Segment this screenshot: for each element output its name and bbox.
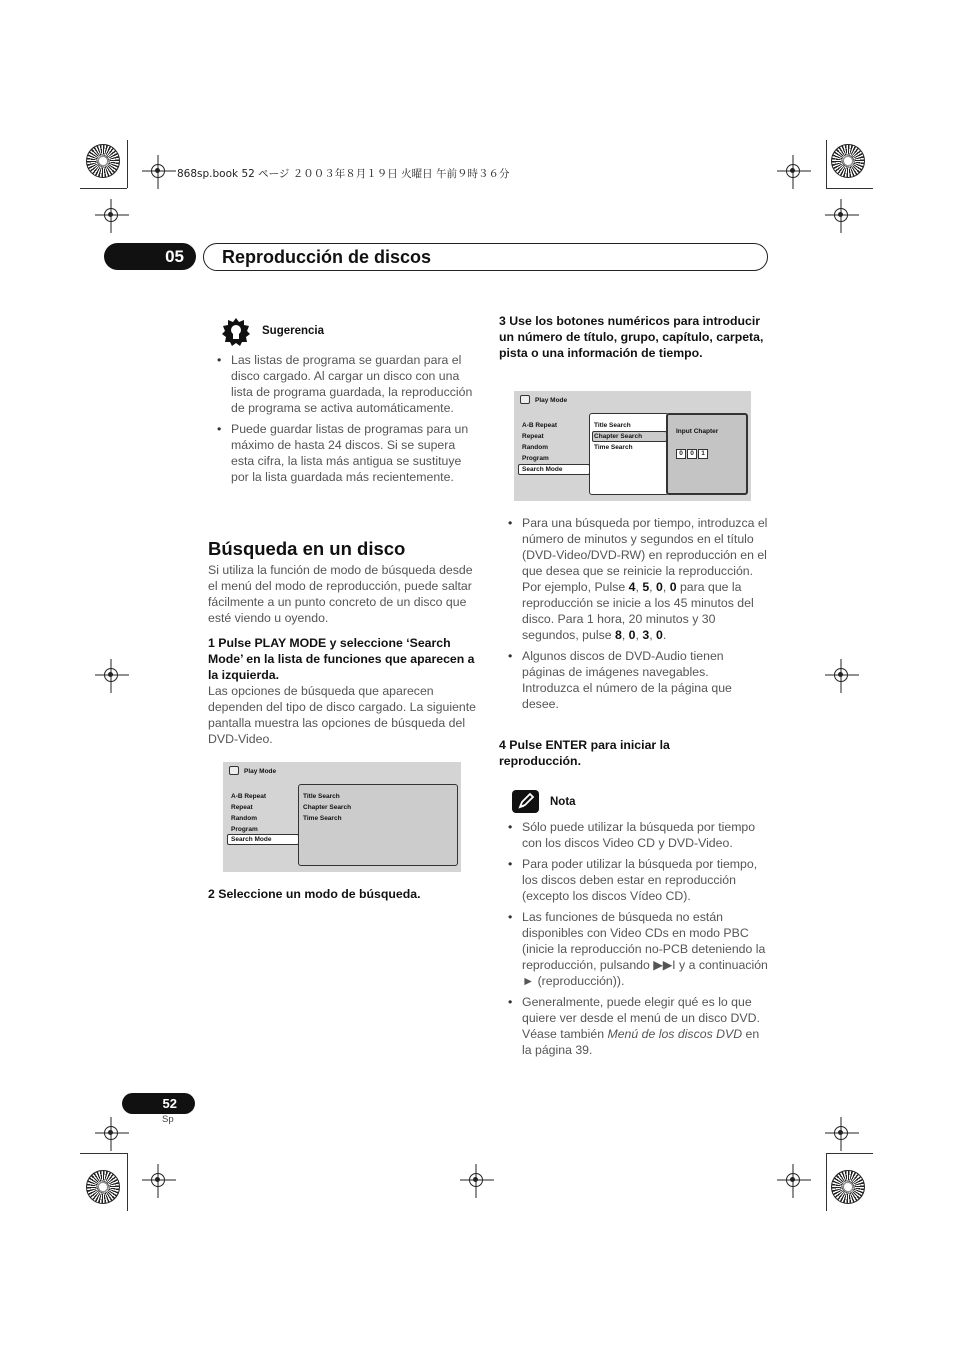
menu-item: A-B Repeat [522, 422, 558, 429]
option-item: Time Search [594, 444, 633, 451]
option-item: Chapter Search [303, 804, 352, 811]
key-label: 8 [614, 628, 622, 642]
key-label: 0 [656, 628, 663, 642]
section-title: Búsqueda en un disco [208, 538, 406, 559]
step-4-title: 4 Pulse ENTER para iniciar la reproducción. [499, 738, 670, 768]
list-item: • Las funciones de búsqueda no están disponibles con Video CDs en modo PBC (inicie la reproducción no-PCB deteniendo la reproducción, pulsando ▶▶I y a continuación ► (reproducción)). [500, 909, 768, 989]
disc-icon [229, 766, 239, 775]
key-label: 4 [628, 580, 636, 594]
crosshair-mark [469, 1173, 483, 1187]
menu-item: Program [522, 455, 549, 462]
cross-reference: Menú de los discos DVD [607, 1027, 743, 1041]
option-item: Time Search [303, 815, 342, 822]
print-header: 868sp.book 52 ページ ２００３年８月１９日 火曜日 午前９時３６分 [177, 168, 510, 180]
text-run: en la página 39. [522, 1027, 760, 1057]
menu-item: Repeat [522, 433, 544, 440]
language-code: Sp [162, 1114, 174, 1125]
step-3-list [500, 515, 768, 717]
menu-item: A-B Repeat [231, 793, 267, 800]
screen-title: Play Mode [535, 397, 568, 404]
step-1-body: Las opciones de búsqueda que aparecen dependen del tipo de disco cargado. La siguiente pantalla muestra las opciones de búsqueda del DVD-Video. [208, 684, 477, 746]
menu-item: Random [231, 815, 257, 822]
tip-list [209, 352, 479, 490]
step-3-title: 3 Use los botones numéricos para introducir un número de título, grupo, capítulo, carpeta, pista o una información de tiempo. [499, 314, 764, 360]
key-label: 0 [656, 580, 663, 594]
note-label: Nota [550, 796, 576, 808]
crosshair-mark [786, 1173, 800, 1187]
crop-line [127, 1153, 128, 1211]
menu-item: Repeat [231, 804, 253, 811]
list-item: • Puede guardar listas de programas para un máximo de hasta 24 discos. Si se supera esta cifra, la lista más antigua se sustituye por la lista guardada más recientemente. [209, 421, 479, 485]
menu-item: Random [522, 444, 548, 451]
crop-line [826, 140, 827, 188]
chapter-title: Reproducción de discos [203, 243, 768, 271]
option-item: Title Search [594, 422, 631, 429]
crosshair-mark [104, 208, 118, 222]
crosshair-mark [786, 164, 800, 178]
menu-item: Search Mode [522, 466, 563, 473]
note-list [500, 819, 768, 1063]
step-1-title: 1 Pulse PLAY MODE y seleccione ‘Search Mode’ en la lista de funciones que aparecen a la izquierda. [208, 636, 475, 682]
crop-line [80, 188, 127, 189]
page-number: 52 [122, 1093, 195, 1114]
option-item: Chapter Search [594, 433, 643, 440]
crosshair-mark [834, 208, 848, 222]
search-mode-screen [514, 391, 751, 501]
crosshair-mark [834, 668, 848, 682]
key-label: 5 [642, 580, 650, 594]
text-run: Para una búsqueda por tiempo, introduzca el número de minutos y segundos en el título (DVD-Video/DVD-RW) en reproducción en el que desea que se reinicie la reproducción. Por ejemplo, Pulse [522, 516, 768, 594]
digit-entry [676, 442, 709, 460]
tip-label: Sugerencia [262, 325, 324, 337]
digit-box: 1 [698, 449, 708, 459]
step-2-title: 2 Seleccione un modo de búsqueda. [208, 887, 421, 901]
text-run: para que la reproducción se inicie a los 45 minutos del disco. Para 1 hora, 20 minutos y 30 segundos, pulse [522, 580, 754, 642]
menu-item: Program [231, 826, 258, 833]
registration-star-top-right [831, 144, 865, 178]
list-item: • Las listas de programa se guardan para el disco cargado. Al cargar un disco con una lista de programa guardada, la reproducción de programa se activa automáticamente. [209, 352, 479, 416]
list-item: • Sólo puede utilizar la búsqueda por tiempo con los discos Video CD y DVD-Video. [500, 819, 768, 851]
key-label: 0 [669, 580, 677, 594]
crosshair-mark [834, 1126, 848, 1140]
crop-line [127, 140, 128, 188]
lightbulb-icon [221, 317, 251, 347]
chapter-number: 05 [104, 243, 196, 270]
crop-line [826, 1153, 827, 1211]
crop-line [826, 188, 873, 189]
list-item: • Para una búsqueda por tiempo, introduzca el número de minutos y segundos en el título (DVD-Video/DVD-RW) en reproducción en el que desea que se reinicie la reproducción. Por ejemplo, Pulse 4, 5, 0, 0 para que la reproducción se inicie a los 45 minutos del disco. Para 1 hora, 20 minutos y 30 segundos, pulse 8, 0, 3, 0. [500, 515, 768, 643]
registration-star-bottom-right [831, 1170, 865, 1204]
crosshair-mark [151, 164, 165, 178]
section-intro: Si utiliza la función de modo de búsqueda desde el menú del modo de reproducción, puede saltar fácilmente a un punto concreto de un disco que esté viendo u oyendo. [208, 563, 473, 625]
disc-icon [520, 395, 530, 404]
registration-star-bottom-left [86, 1170, 120, 1204]
list-item [500, 994, 768, 1058]
text-run: Generalmente, puede elegir qué es lo que quiere ver desde el menú de un disco DVD. Véase también [522, 995, 760, 1041]
list-item: • Algunos discos de DVD-Audio tienen páginas de imágenes navegables. Introduzca el número de la página que desee. [500, 648, 768, 712]
digit-box: 0 [676, 449, 686, 459]
screen-title: Play Mode [244, 768, 277, 775]
crosshair-mark [104, 668, 118, 682]
option-item: Title Search [303, 793, 340, 800]
crosshair-mark [151, 1173, 165, 1187]
registration-star-top-left [86, 144, 120, 178]
pencil-icon [512, 790, 539, 813]
play-mode-screen [223, 762, 461, 872]
digit-box: 0 [687, 449, 697, 459]
crop-line [826, 1153, 873, 1154]
menu-item: Search Mode [231, 836, 272, 843]
key-label: 3 [642, 628, 650, 642]
key-label: 0 [628, 628, 636, 642]
list-item: • Para poder utilizar la búsqueda por tiempo, los discos deben estar en reproducción (excepto los discos Vídeo CD). [500, 856, 768, 904]
input-label: Input Chapter [676, 428, 719, 435]
crosshair-mark [104, 1126, 118, 1140]
crop-line [80, 1153, 127, 1154]
